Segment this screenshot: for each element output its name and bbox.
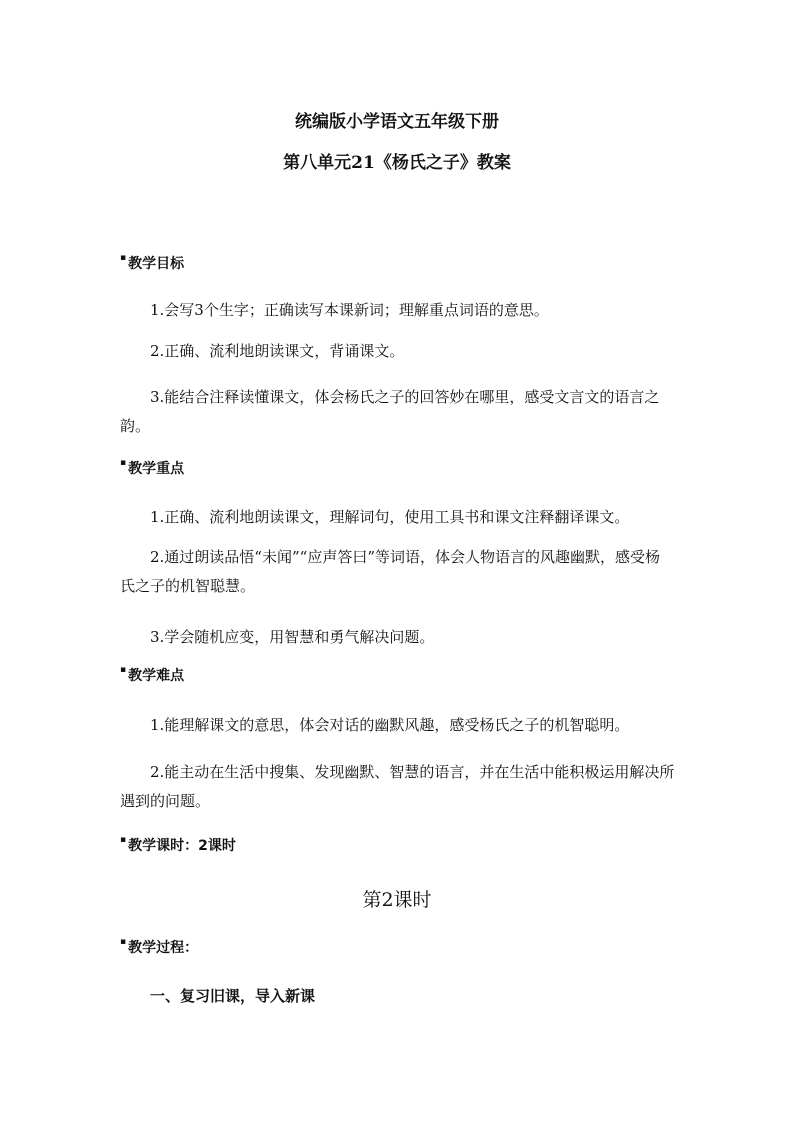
difficulty-item: 2.能主动在生活中搜集、发现幽默、智慧的语言，并在生活中能积极运用解决所遇到的问题。 [120, 763, 675, 810]
key-point-item: 2.通过朗读品悟“未闻”“应声答曰”等词语，体会人物语言的风趣幽默，感受杨氏之子的机智聪慧。 [120, 548, 660, 595]
section-heading-difficulties: ▪ 教学难点 [120, 665, 185, 684]
bullet-icon: ▪ [120, 665, 127, 675]
difficulty-item: 1.能理解课文的意思，体会对话的幽默风趣，感受杨氏之子的机智聪明。 [150, 716, 630, 734]
section-heading-hours: ▪ 教学课时：2课时 [120, 835, 236, 854]
lesson-title: 第2课时 [362, 889, 432, 911]
section-heading-process: ▪ 教学过程： [120, 937, 199, 956]
goal-item: 2.正确、流利地朗读课文，背诵课文。 [150, 342, 405, 360]
bullet-icon: ▪ [120, 835, 127, 845]
key-point-item: 1.正确、流利地朗读课文，理解词句，使用工具书和课文注释翻译课文。 [150, 508, 630, 526]
goal-item: 3.能结合注释读懂课文，体会杨氏之子的回答妙在哪里，感受文言文的语言之韵。 [120, 388, 660, 435]
section-heading-goals: ▪ 教学目标 [120, 253, 185, 272]
bullet-icon: ▪ [120, 458, 127, 468]
bullet-icon: ▪ [120, 937, 127, 947]
process-step: 一、复习旧课，导入新课 [150, 987, 316, 1005]
goal-item: 1.会写3个生字；正确读写本课新词；理解重点词语的意思。 [150, 301, 549, 319]
bullet-icon: ▪ [120, 253, 127, 263]
key-point-item: 3.学会随机应变，用智慧和勇气解决问题。 [150, 628, 435, 646]
document-subtitle: 第八单元21《杨氏之子》教案 [283, 153, 511, 173]
section-heading-key-points: ▪ 教学重点 [120, 458, 185, 477]
document-title: 统编版小学语文五年级下册 [295, 112, 499, 132]
